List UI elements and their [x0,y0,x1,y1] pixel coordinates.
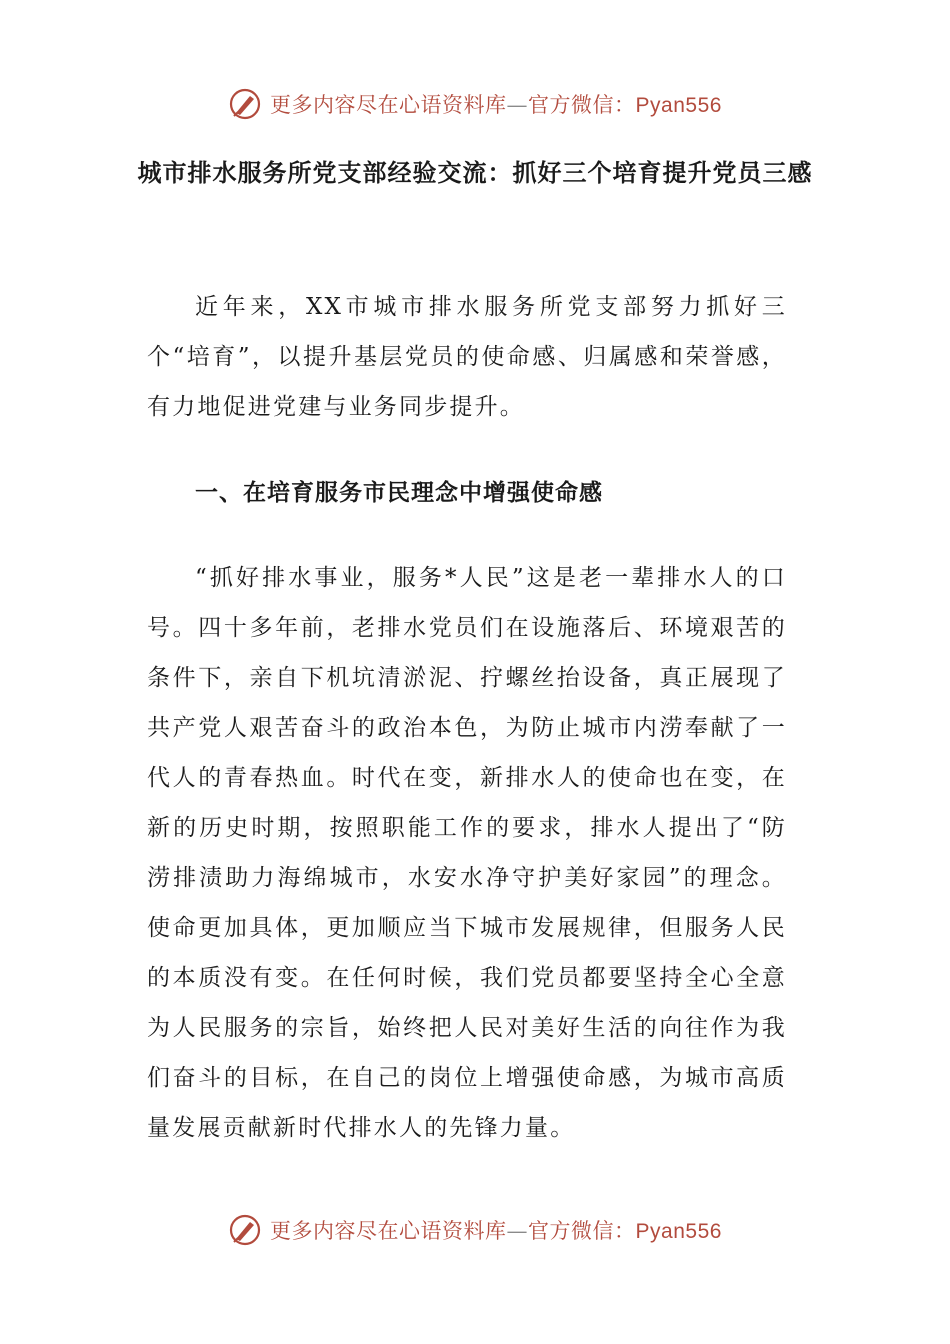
section-heading: 一、在培育服务市民理念中增强使命感 [195,480,603,506]
header-banner [0,84,950,124]
pen-logo-icon [228,1213,262,1247]
intro-paragraph: 近年来，XX市城市排水服务所党支部努力抓好三个“培育”，以提升基层党员的使命感、归属感和荣誉感，有力地促进党建与业务同步提升。 [147,294,787,420]
banner-text: 更多内容尽在心语资料库—官方微信：Pyan556 [270,1219,722,1243]
footer-banner [0,1210,950,1250]
section-body-paragraph: “抓好排水事业，服务*人民”这是老一辈排水人的口号。四十多年前，老排水党员们在设施落后、环境艰苦的条件下，亲自下机坑清淤泥、拧螺丝抬设备，真正展现了共产党人艰苦奋斗的政治本色，为防止城市内涝奉献了一代人的青春热血。时代在变，新排水人的使命也在变，在新的历史时期，按照职能工作的要求，排水人提出了“防涝排渍助力海绵城市，水安水净守护美好家园”的理念。使命更加具体，更加顺应当下城市发展规律，但服务人民的本质没有变。在任何时候，我们党员都要坚持全心全意为人民服务的宗旨，始终把人民对美好生活的向往作为我们奋斗的目标，在自己的岗位上增强使命感，为城市高质量发展贡献新时代排水人的先锋力量。 [147,565,787,1141]
document-title: 城市排水服务所党支部经验交流：抓好三个培育提升党员三感 [137,158,813,187]
banner-text: 更多内容尽在心语资料库—官方微信：Pyan556 [270,93,722,117]
pen-logo-icon [228,87,262,121]
